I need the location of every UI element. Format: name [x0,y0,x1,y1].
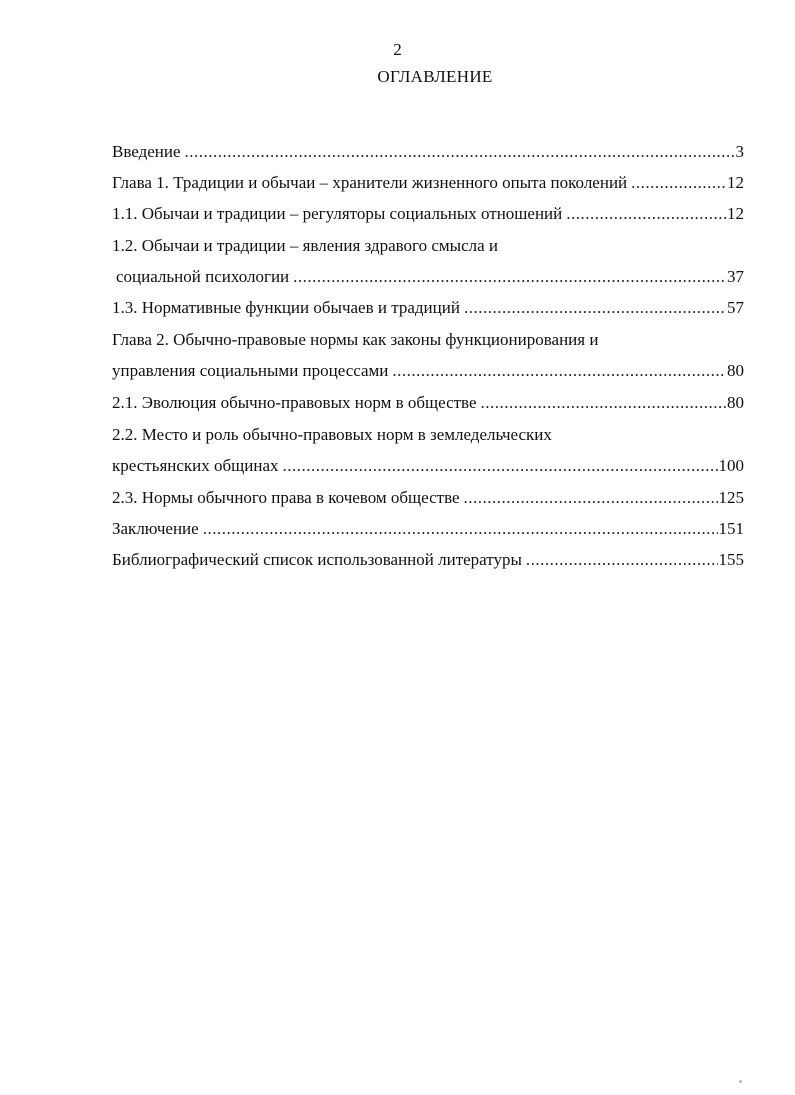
toc-entry-text: Глава 1. Традиции и обычаи – хранители жизненного опыта поколений [112,173,628,192]
dot-leader [283,454,718,478]
dot-leader [185,140,735,164]
toc-entry-text: крестьянских общинах [112,456,279,475]
toc-entry-section-1-1 [112,202,744,226]
toc-entry-text: Библиографический список использованной литературы [112,550,522,569]
toc-entry-section-1-2-line-2 [116,265,744,289]
toc-entry-introduction [112,140,744,164]
toc-entry-page: 80 [727,393,744,412]
dot-leader [481,391,726,415]
toc-entry-text: Заключение [112,519,199,538]
toc-entry-page: 37 [727,267,744,286]
dot-leader [464,296,726,320]
dot-leader [392,359,726,383]
toc-entry-text: 2.1. Эволюция обычно-правовых норм в обществе [112,393,477,412]
toc-entry-chapter-2-line-1 [112,328,744,352]
toc-entry-section-2-2-line-2 [112,454,744,478]
toc-entry-section-2-1 [112,391,744,415]
toc-entry-text: 1.3. Нормативные функции обычаев и традиций [112,298,460,317]
toc-entry-page: 12 [727,204,744,223]
toc-entry-page: 151 [718,519,744,538]
toc-entry-section-2-2-line-1 [112,423,744,447]
toc-entry-section-2-3 [112,486,744,510]
toc-entry-page: 3 [735,142,744,161]
toc-entry-text: 1.2. Обычаи и традиции – явления здравого смысла и [112,236,498,255]
dot-leader [203,517,718,541]
dot-leader [631,171,726,195]
dot-leader [566,202,726,226]
toc-entry-text: Введение [112,142,181,161]
scan-speck [739,1080,742,1083]
toc-entry-page: 100 [718,456,744,475]
dot-leader [526,548,718,572]
toc-entry-conclusion [112,517,744,541]
toc-entry-page: 12 [727,173,744,192]
toc-entry-chapter-2-line-2 [112,359,744,383]
toc-entry-chapter-1 [112,171,744,195]
toc-entry-section-1-2-line-1 [112,234,744,258]
toc-entry-page: 155 [718,550,744,569]
toc-entry-text: социальной психологии [116,267,290,286]
toc-entry-section-1-3 [112,296,744,320]
toc-entry-page: 80 [727,361,744,380]
toc-entry-text: Глава 2. Обычно-правовые нормы как законы функционирования и [112,330,599,349]
page-title: ОГЛАВЛЕНИЕ [377,67,493,86]
toc-entry-page: 125 [718,488,744,507]
toc-entry-page: 57 [727,298,744,317]
page-number: 2 [393,40,402,59]
toc-entry-text: 2.3. Нормы обычного права в кочевом обществе [112,488,460,507]
dot-leader [293,265,726,289]
toc-entry-bibliography [112,548,744,572]
toc-entry-text: 1.1. Обычаи и традиции – регуляторы социальных отношений [112,204,563,223]
dot-leader [464,486,718,510]
toc-entry-text: 2.2. Место и роль обычно-правовых норм в земледельческих [112,425,552,444]
toc-entry-text: управления социальными процессами [112,361,389,380]
